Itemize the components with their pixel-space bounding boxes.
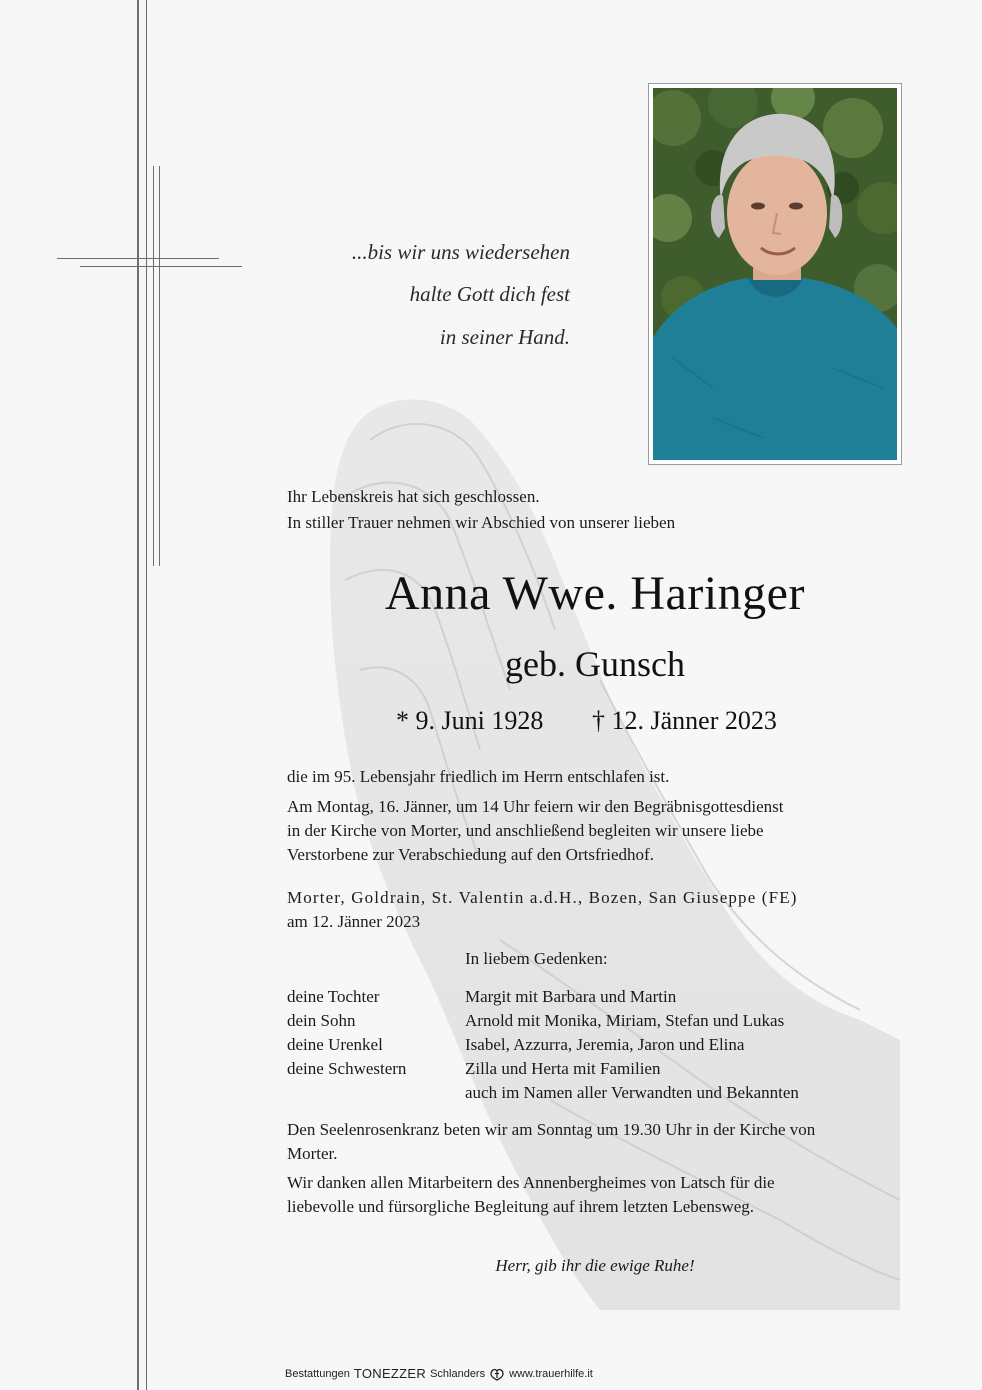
portrait-photo [653,88,897,460]
memory-heading: In liebem Gedenken: [465,949,608,968]
announcement-line-2: Am Montag, 16. Jänner, um 14 Uhr feiern wir den Begräbnisgottesdienst [287,797,784,816]
thanks-line-1: Wir danken allen Mitarbeitern des Annenbergheimes von Latsch für die [287,1173,775,1192]
relative-relation: dein Sohn [287,1011,356,1030]
rosary-line-1: Den Seelenrosenkranz beten wir am Sonntag um 19.30 Uhr in der Kirche von [287,1120,816,1139]
announcement-line-1: die im 95. Lebensjahr friedlich im Herrn entschlafen ist. [287,767,670,786]
deceased-name: Anna Wwe. Haringer [385,567,805,620]
announcement-line-3: in der Kirche von Morter, und anschließend begleiten wir unsere liebe [287,821,764,840]
left-border-line-1 [137,0,139,1390]
relative-relation: deine Urenkel [287,1035,383,1054]
closing-prayer: Herr, gib ihr die ewige Ruhe! [495,1256,695,1275]
quote-line-1: ...bis wir uns wiedersehen [351,240,570,264]
quote-line-3: in seiner Hand. [439,325,570,349]
relative-names: Isabel, Azzurra, Jeremia, Jaron und Elina [465,1035,745,1054]
date-line: am 12. Jänner 2023 [287,912,421,931]
intro-line-1: Ihr Lebenskreis hat sich geschlossen. [287,487,540,506]
relative-relation: deine Schwestern [287,1059,407,1078]
place-line: Morter, Goldrain, St. Valentin a.d.H., Bozen, San Giuseppe (FE) [287,888,798,907]
relative-names: Arnold mit Monika, Miriam, Stefan und Lukas [465,1011,785,1030]
birth-date: * 9. Juni 1928 [396,706,544,735]
footer-location: Schlanders [430,1367,486,1380]
death-date: † 12. Jänner 2023 [592,706,777,735]
footer [285,1366,593,1381]
intro-line-2: In stiller Trauer nehmen wir Abschied von unserer lieben [287,513,676,532]
relative-names: Margit mit Barbara und Martin [465,987,677,1006]
relative-names: Zilla und Herta mit Familien [465,1059,661,1078]
rosary-line-2: Morter. [287,1144,338,1163]
announcement-line-4: Verstorbene zur Verabschiedung auf den Ortsfriedhof. [287,845,654,864]
thanks-line-2: liebevolle und fürsorgliche Begleitung auf ihrem letzten Lebensweg. [287,1197,755,1216]
portrait-photo-frame [648,83,902,465]
left-border-line-2 [146,0,147,1390]
quote-line-2: halte Gott dich fest [409,282,570,306]
deceased-maiden-name: geb. Gunsch [505,644,685,684]
trauerhilfe-logo-icon [489,1367,505,1381]
relatives-extra: auch im Namen aller Verwandten und Bekannten [465,1083,799,1102]
footer-brand: TONEZZER [353,1366,427,1381]
relative-relation: deine Tochter [287,987,380,1006]
footer-website[interactable]: www.trauerhilfe.it [509,1367,593,1380]
footer-prefix: Bestattungen [285,1367,350,1380]
